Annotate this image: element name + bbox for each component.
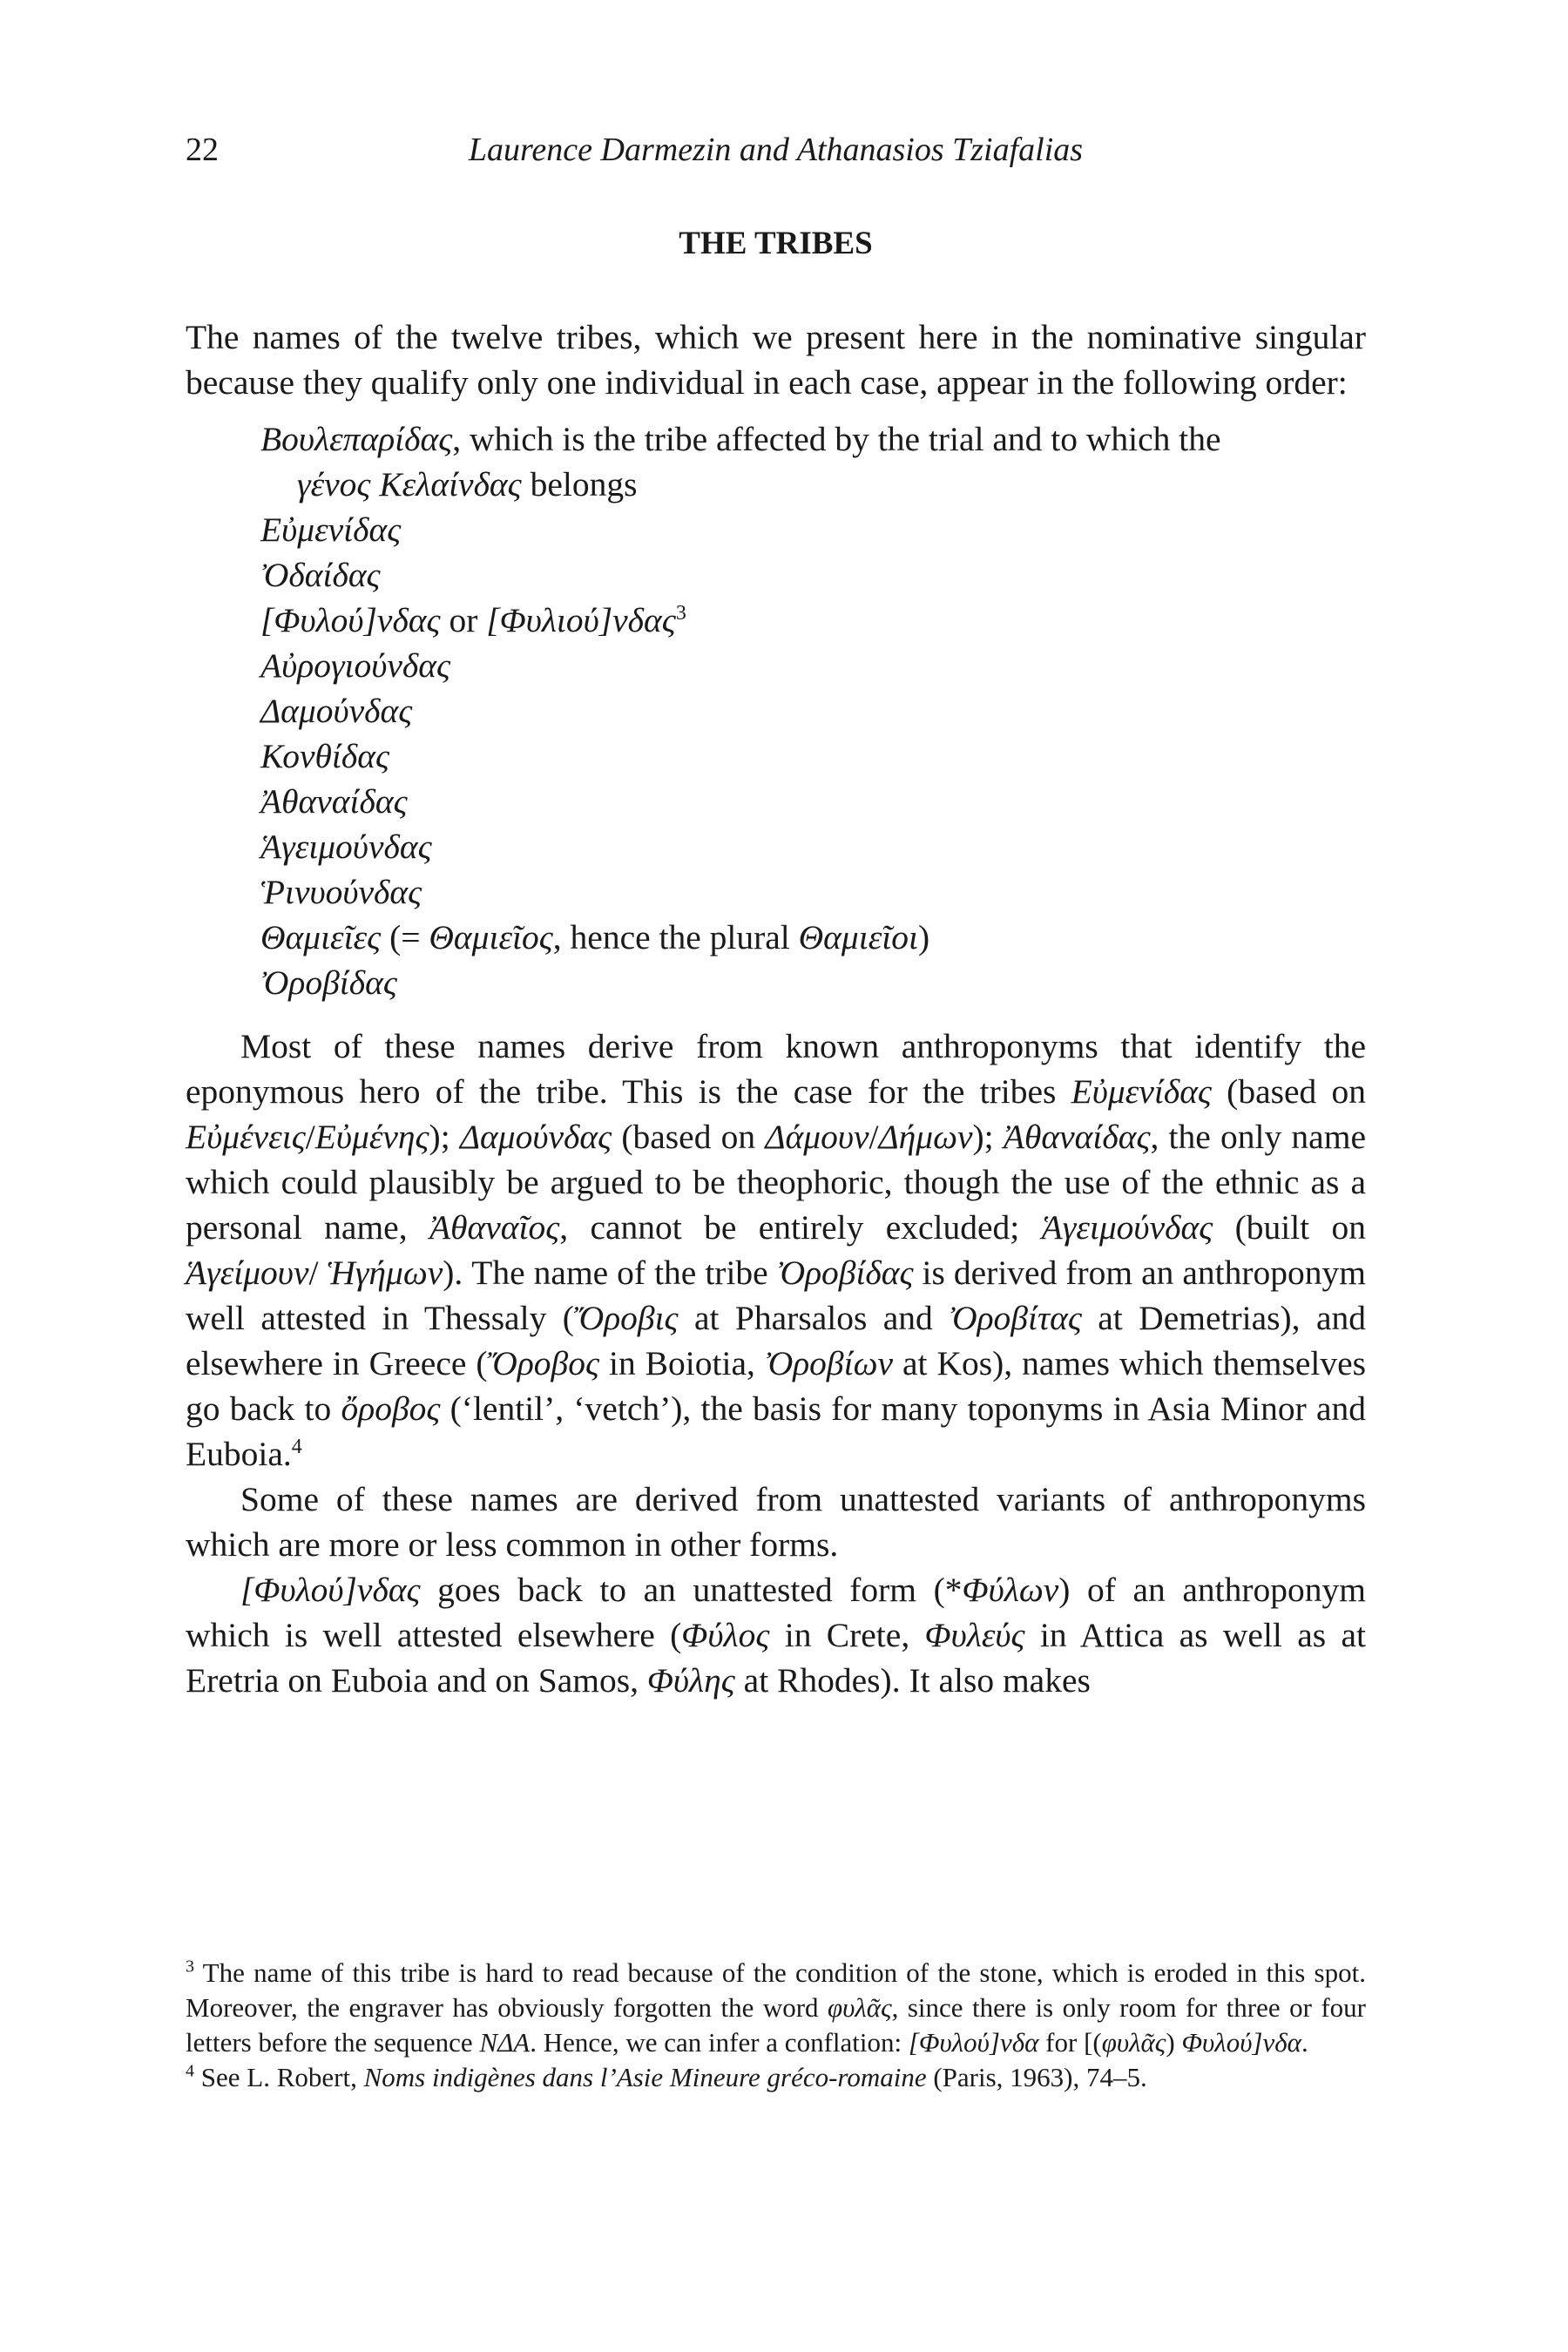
- tribe-item: Αὐρογιούνδας: [260, 646, 451, 685]
- footnotes: [186, 1956, 1366, 2095]
- footnote-4: $^4$ See L. Robert, Noms indigènes dans l’Asie Mineure gréco-romaine (Paris, 1963), 74–5.: [186, 2061, 1147, 2092]
- footnote-mark: 3: [186, 1957, 194, 1977]
- tribe-item: Ἀθαναίδας: [260, 782, 408, 821]
- tribe-list: [186, 416, 1366, 1005]
- paragraph-phylounda: [Φυλού]νδας goes back to an unattested form (*Φύλων) of an anthroponym which is well attested elsewhere (Φύλος in Crete, Φυλεύς in Attica as well as at Eretria on Euboia and on Samos, Φύλης at Rhodes). It also makes: [186, 1571, 1366, 1700]
- footnote-3: $^3$ The name of this tribe is hard to read because of the condition of the stone, which is eroded in this spot. Moreover, the engraver has obviously forgotten the word φυλᾶς, since there is only room for three or four letters before the sequence ΝΔΑ. Hence, we can infer a conflation: [Φυλού]νδα for [(φυλᾶς) Φυλού]νδα.: [186, 1957, 1366, 2058]
- tribe-item: Ῥινυούνδας: [260, 873, 422, 911]
- tribe-item: Ἁγειμούνδας: [260, 828, 432, 866]
- cited-title: Noms indigènes dans l’Asie Mineure gréco-romaine: [363, 2062, 927, 2092]
- tribe-item: Ὀδαίδας: [260, 556, 381, 594]
- tribe-item: Ὀροβίδας: [260, 963, 397, 1002]
- footnote-mark: 4: [186, 2061, 194, 2081]
- tribe-item: Θαμιεῖες (= Θαμιεῖος, hence the plural Θαμιεῖοι): [260, 918, 930, 956]
- footnote-ref[interactable]: 3: [675, 601, 686, 625]
- section-title: THE TRIBES: [679, 226, 873, 261]
- tribe-item: Βουλεπαρίδας, which is the tribe affected by the trial and to which the γένος Κελαίνδας belongs: [260, 420, 1221, 504]
- footnote-ref[interactable]: 4: [291, 1435, 302, 1458]
- intro-paragraph: The names of the twelve tribes, which we present here in the nominative singular because they qualify only one individual in each case, appear in the following order:: [186, 318, 1366, 402]
- page-header: [186, 131, 1366, 183]
- tribe-item: Δαμούνδας: [260, 692, 413, 730]
- page-number: 22: [186, 132, 219, 168]
- paragraph-eponyms: Most of these names derive from known anthroponyms that identify the eponymous hero of the tribe. This is the case for the tribes Εὐμενίδας (based on Εὐμένεις/Εὐμένης); Δαμούνδας (based on Δάμουν/Δήμων); Ἀθαναίδας, the only name which could plausibly be argued to be theophoric, though the use of the ethnic as a personal name, Ἀθαναῖος, cannot be entirely excluded; Ἁγειμούνδας (built on Ἁγείμουν/ Ἡγήμων). The name of the tribe Ὀροβίδας is derived from an anthroponym well attested in Thessaly (Ὄροβις at Pharsalos and Ὀροβίτας at Demetrias), and elsewhere in Greece (Ὄροβος in Boiotia, Ὀροβίων at Kos), names which themselves go back to ὄροβος (‘lentil’, ‘vetch’), the basis for many toponyms in Asia Minor and Euboia.$^4$: [186, 1027, 1367, 1473]
- tribe-item: Κονθίδας: [260, 737, 389, 775]
- running-head: Laurence Darmezin and Athanasios Tziafalias: [468, 132, 1084, 168]
- tribe-item: [Φυλού]νδας or [Φυλιού]νδας$^3$: [260, 601, 686, 639]
- tribe-item: Εὐμενίδας: [260, 510, 402, 549]
- paragraph-variants: Some of these names are derived from unattested variants of anthroponyms which are more or less common in other forms.: [186, 1480, 1366, 1564]
- body-text: [186, 314, 1366, 1703]
